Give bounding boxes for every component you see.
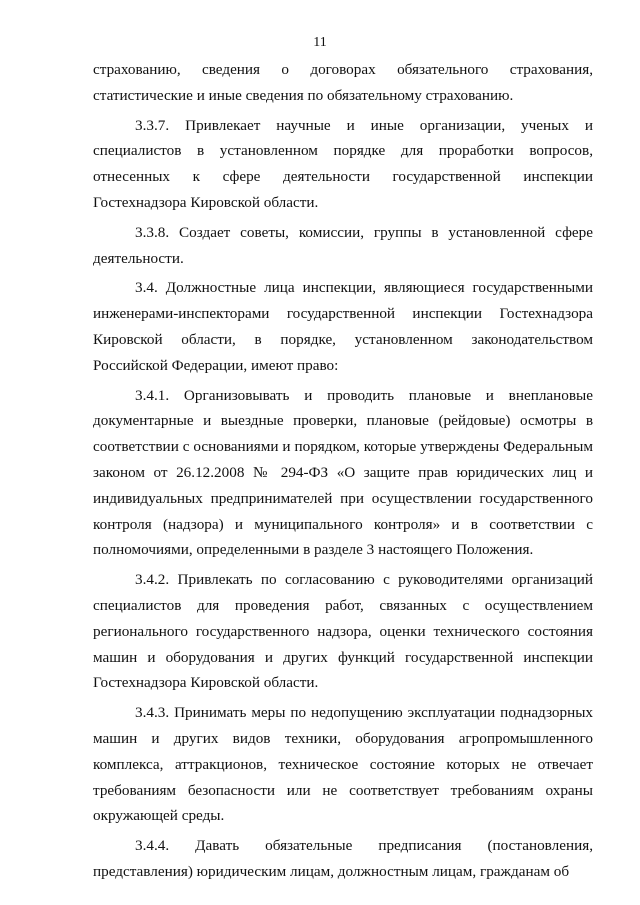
paragraph-continuation: страхованию, сведения о договорах обязательного страхования, статистические и иные сведения по обязательному страхованию. — [93, 61, 593, 104]
paragraph-3-3-7: 3.3.7. Привлекает научные и иные организации, ученых и специалистов в установленном порядке для проработки вопросов, отнесенных к сфере деятельности государственной инспекции Гостехнадзора Кировской области. — [93, 116, 593, 211]
paragraph-3-4-3: 3.4.3. Принимать меры по недопущению эксплуатации поднадзорных машин и других видов техники, оборудования агропромышленного комплекса, аттракционов, техническое состояние которых не отвечает требованиям безопасности или не соответствует требованиям охраны окружающей среды. — [93, 704, 593, 825]
paragraph-3-4-2: 3.4.2. Привлекать по согласованию с руководителями организаций специалистов для проведения работ, связанных с осуществлением регионального государственного надзора, оценки технического состояния машин и оборудования и других функций государственной инспекции Гостехнадзора Кировской области. — [93, 571, 593, 692]
paragraph-3-4: 3.4. Должностные лица инспекции, являющиеся государственными инженерами-инспекторами государственной инспекции Гостехнадзора Кировской области, в порядке, установленном законодательством Российской Федерации, имеют право: — [93, 279, 593, 374]
page-number: 11 — [313, 35, 327, 50]
paragraph-3-3-8: 3.3.8. Создает советы, комиссии, группы в установленной сфере деятельности. — [93, 223, 593, 267]
paragraph-3-4-4: 3.4.4. Давать обязательные предписания (постановления, представления) юридическим лицам, должностным лицам, гражданам об — [93, 837, 593, 880]
paragraph-3-4-1: 3.4.1. Организовывать и проводить плановые и внеплановые документарные и выездные проверки, плановые (рейдовые) осмотры в соответствии с основаниями и порядком, которые утверждены Федеральным законом от 26.12.2008 № 294-ФЗ «О защите прав юридических лиц и индивидуальных предпринимателей при осуществлении государственного контроля (надзора) и муниципального контроля» и в соответствии с полномочиями, определенными в разделе 3 настоящего Положения. — [93, 386, 593, 559]
document-body — [93, 57, 593, 885]
